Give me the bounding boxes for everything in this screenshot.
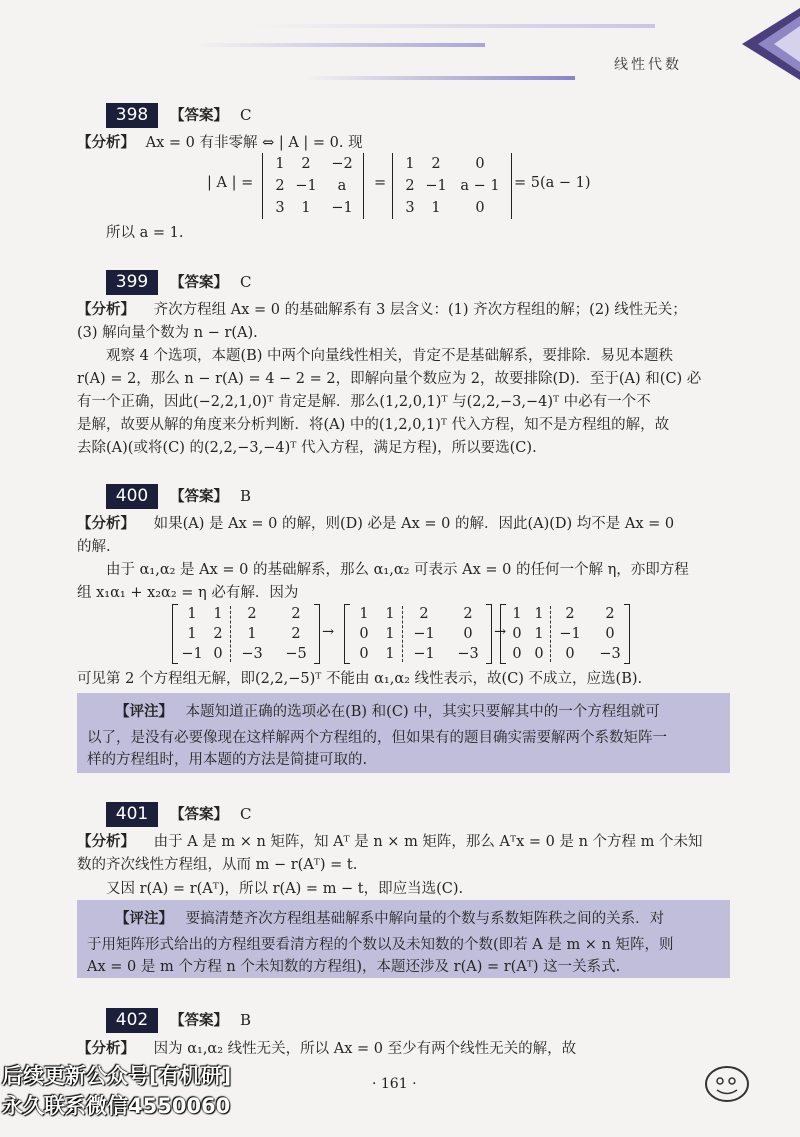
augmented-matrix-a [172,604,320,664]
matrix-cell: 1 [301,200,311,216]
arrow-2: → [494,624,507,640]
matrix-cell: 1 [275,156,285,172]
header-title: 线性代数 [614,57,682,73]
matrix-cell: 0 [359,626,369,642]
matrix-cell: 1 [187,626,197,642]
matrix-cell: −1 [331,200,353,216]
analysis-text: 的解. [77,539,111,555]
note-text: 于用矩阵形式给出的方程组要看清方程的个数以及未知数的个数(即若 A 是 m × n 矩阵，则 [87,937,674,953]
matrix-cell: 3 [275,200,285,216]
matrix-cell: 0 [512,626,522,642]
matrix-cell: −2 [331,156,353,172]
matrix-cell: 1 [385,646,395,662]
note-text: Ax = 0 是 m 个方程 n 个未知数的方程组)，本题还涉及 r(A) = r(Aᵀ) 这一关系式. [87,959,621,975]
matrix-cell: a − 1 [460,178,500,194]
matrix-cell: 1 [385,626,395,642]
answer-value: C [240,805,252,823]
question-number-398: 398 [106,103,158,128]
analysis-text: 如果(A) 是 Ax = 0 的解，则(D) 必是 Ax = 0 的解．因此(A)(D) 均不是 Ax = 0 [153,516,675,532]
matrix-cell: 0 [605,626,615,642]
determinant-label: | A | = [207,175,254,191]
note-label: 【评注】 [115,703,173,720]
matrix-cell: 1 [187,606,197,622]
analysis-text: (3) 解向量个数为 n − r(A). [77,325,258,341]
question-number-401: 401 [106,802,158,827]
matrix-cell: −1 [413,646,435,662]
answer-value: B [240,487,252,505]
answer-value: B [240,1011,252,1029]
analysis-text: r(A) = 2，那么 n − r(A) = 4 − 2 = 2，即解向量个数应为 2，故要排除(D)．至于(A) 和(C) 必 [77,371,702,387]
header-stripe-1 [255,24,655,28]
matrix-cell: −3 [457,646,479,662]
matrix-cell: 1 [385,606,395,622]
question-number-399: 399 [106,270,158,295]
matrix-cell: 2 [247,606,257,622]
analysis-text: 由于 A 是 m × n 矩阵，知 Aᵀ 是 n × m 矩阵，那么 Aᵀx = 0 是 n 个方程 m 个未知 [153,834,703,850]
augmented-matrix-b [344,604,492,664]
matrix-cell: 0 [534,646,544,662]
matrix-cell: −5 [285,646,307,662]
analysis-text: 有一个正确，因此(−2,2,1,0)ᵀ 肯定是解．那么(1,2,0,1)ᵀ 与(2,2,−3,−4)ᵀ 中必有一个不 [77,394,651,410]
matrix-cell: 1 [534,626,544,642]
matrix-cell: 1 [431,200,441,216]
analysis-text: 组 x₁α₁ + x₂α₂ = η 必有解．因为 [77,585,299,601]
matrix-cell: 0 [475,200,485,216]
matrix-cell: 1 [359,606,369,622]
watermark-line-2: 永久联系微信4550060 [2,1094,231,1118]
answer-value: C [240,273,252,291]
answer-label: 【答案】 [170,806,228,823]
answer-label: 【答案】 [170,107,228,124]
analysis-text: 因为 α₁,α₂ 线性无关，所以 Ax = 0 至少有两个线性无关的解，故 [153,1041,577,1057]
conclusion-400: 可见第 2 个方程组无解，即(2,2,−5)ᵀ 不能由 α₁,α₂ 线性表示，故(C) 不成立，应选(B). [77,671,643,687]
answer-label: 【答案】 [170,274,228,291]
matrix-cell: 2 [291,606,301,622]
analysis-text: 是解，故要从解的角度来分析判断．将(A) 中的(1,2,0,1)ᵀ 代入方程，知不是方程组的解，故 [77,417,670,433]
matrix-cell: a [337,178,347,194]
matrix-cell: 0 [463,626,473,642]
watermark-line-1: 后续更新公众号[有机研] [2,1064,232,1088]
matrix-cell: 0 [475,156,485,172]
page-number: · 161 · [372,1076,417,1092]
note-text: 样的方程组时，用本题的方法是简捷可取的. [87,752,368,768]
answer-label: 【答案】 [170,1012,228,1029]
matrix-cell: −1 [425,178,447,194]
matrix-cell: 2 [301,156,311,172]
analysis-line [77,1039,576,1059]
matrix-cell: 0 [512,646,522,662]
analysis-label: 【分析】 [77,301,135,318]
matrix-cell: 1 [213,606,223,622]
analysis-text: 又因 r(A) = r(Aᵀ)，所以 r(A) = m − t，即应当选(C). [106,881,464,897]
analysis-label: 【分析】 [77,134,135,151]
analysis-text: 由于 α₁,α₂ 是 Ax = 0 的基础解系，那么 α₁,α₂ 可表示 Ax = 0 的任何一个解 η，亦即方程 [106,562,689,578]
note-label: 【评注】 [115,910,173,927]
analysis-line [77,832,703,852]
note-text: 本题知道正确的选项必在(B) 和(C) 中，其实只要解其中的一个方程组就可 [185,704,660,720]
note-box-401 [77,900,730,978]
cartoon-logo [703,1064,751,1104]
note-text: 要搞清楚齐次方程组基础解系中解向量的个数与系数矩阵秩之间的关系．对 [185,911,665,927]
note-box-400 [77,693,730,773]
matrix-cell: 3 [405,200,415,216]
header-stripe-3 [305,76,575,80]
analysis-line [77,300,687,320]
determinant-matrix-2 [392,153,512,219]
analysis-text: 数的齐次线性方程组，从而 m − r(Aᵀ) = t. [77,857,358,873]
matrix-cell: 1 [534,606,544,622]
matrix-cell: 2 [565,606,575,622]
analysis-text: Ax = 0 有非零解 ⇔ | A | = 0. 现 [145,135,363,151]
matrix-cell: −1 [559,626,581,642]
matrix-cell: −3 [241,646,263,662]
analysis-line [77,514,674,534]
analysis-line [77,133,363,153]
answer-label: 【答案】 [170,488,228,505]
matrix-cell: 2 [275,178,285,194]
header-stripe-2 [195,43,485,47]
conclusion-398: 所以 a = 1. [106,225,184,241]
determinant-result: = 5(a − 1) [514,175,591,191]
determinant-matrix-1 [262,153,364,219]
analysis-label: 【分析】 [77,1040,135,1057]
matrix-cell: 1 [405,156,415,172]
matrix-cell: 0 [565,646,575,662]
analysis-label: 【分析】 [77,833,135,850]
augmented-matrix-c [500,604,630,664]
matrix-cell: 1 [512,606,522,622]
matrix-cell: 0 [359,646,369,662]
matrix-cell: −1 [295,178,317,194]
matrix-cell: −1 [181,646,203,662]
question-number-402: 402 [106,1008,158,1033]
header-corner-logo [742,8,800,80]
note-text: 以了，是没有必要像现在这样解两个方程组的，但如果有的题目确实需要解两个系数矩阵一 [87,730,667,746]
analysis-label: 【分析】 [77,515,135,532]
question-number-400: 400 [106,484,158,509]
matrix-cell: −3 [599,646,621,662]
matrix-cell: 2 [405,178,415,194]
analysis-text: 观察 4 个选项，本题(B) 中两个向量线性相关，肯定不是基础解系，要排除．易见本题秩 [106,348,674,364]
analysis-text: 去除(A)(或将(C) 的(2,2,−3,−4)ᵀ 代入方程，满足方程)，所以要选(C). [77,440,537,456]
matrix-cell: 0 [213,646,223,662]
matrix-cell: 2 [213,626,223,642]
matrix-cell: 1 [247,626,257,642]
analysis-text: 齐次方程组 Ax = 0 的基础解系有 3 层含义：(1) 齐次方程组的解；(2) 线性无关； [153,302,687,318]
matrix-cell: 2 [291,626,301,642]
matrix-cell: −1 [413,626,435,642]
matrix-cell: 2 [431,156,441,172]
matrix-cell: 2 [463,606,473,622]
determinant-equals: = [374,175,387,191]
matrix-cell: 2 [419,606,429,622]
matrix-cell: 2 [605,606,615,622]
answer-value: C [240,106,252,124]
arrow-1: → [322,624,335,640]
